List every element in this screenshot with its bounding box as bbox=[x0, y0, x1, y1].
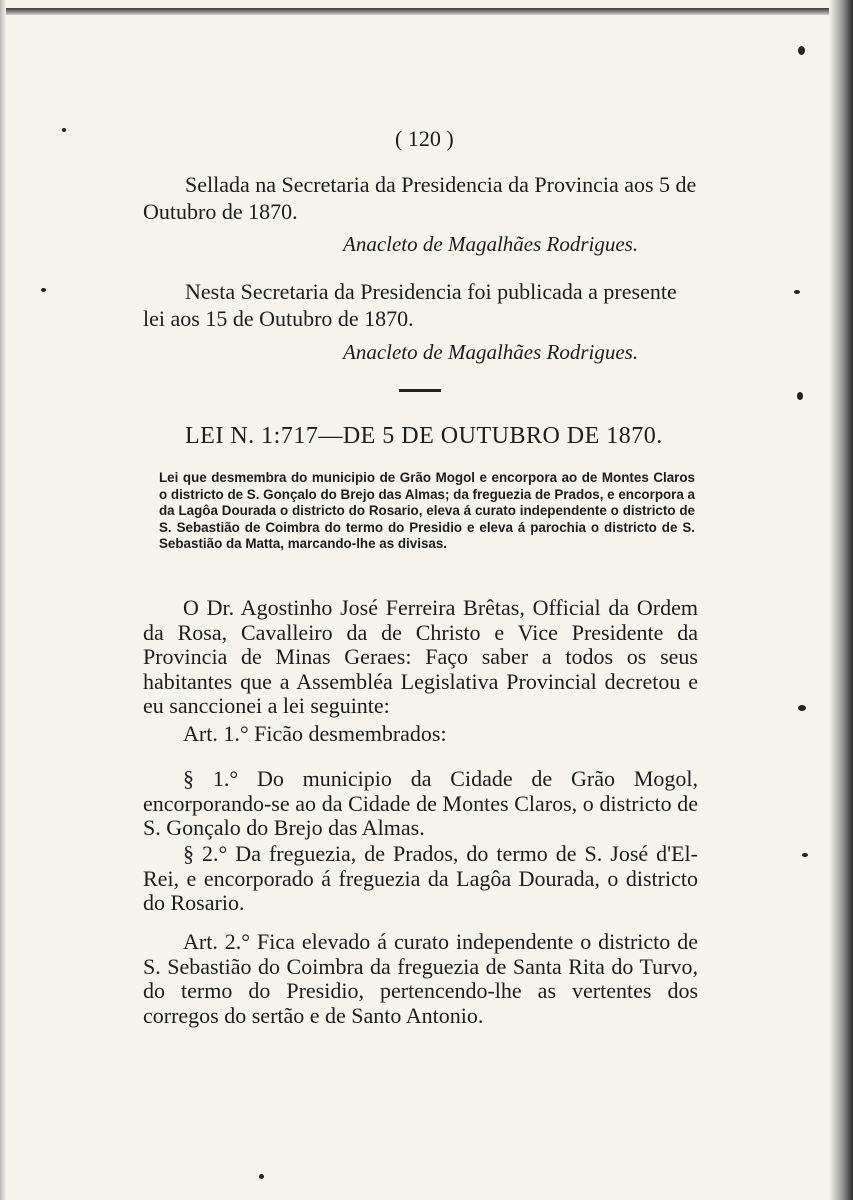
paragraph-2-text: § 2.° Da freguezia, de Prados, do termo de S. José d'El-Rei, e encorporado á freguezia da Lagôa Dourada, o districto do Rosario. bbox=[143, 841, 698, 915]
scan-speck bbox=[798, 705, 806, 711]
preamble-text: O Dr. Agostinho José Ferreira Brêtas, Official da Ordem da Rosa, Cavalleiro da de Christo e Vice Presidente da Provincia de Minas Geraes: Faço saber a todos os seus habitantes que a Assembléa Legislativa Provincial decretou e eu sanccionei a lei seguinte: bbox=[143, 595, 698, 718]
article-2-text: Art. 2.° Fica elevado á curato independente o districto de S. Sebastião do Coimbra da freguezia de Santa Rita do Turvo, do termo do Presidio, pertencendo-lhe as vertentes dos corregos do sertão e de Santo Antonio. bbox=[143, 929, 698, 1028]
scan-speck bbox=[259, 1174, 264, 1179]
sealing-paragraph bbox=[143, 171, 703, 225]
scan-speck bbox=[802, 853, 808, 857]
publication-paragraph bbox=[143, 278, 703, 332]
scan-speck bbox=[62, 128, 66, 132]
paragraph-1-text: § 1.° Do municipio da Cidade de Grão Mogol, encorporando-se ao da Cidade de Montes Claros, o districto de S. Gonçalo do Brejo das Almas. bbox=[143, 766, 698, 840]
scan-top-border bbox=[0, 8, 853, 15]
scan-speck bbox=[797, 392, 803, 400]
law-summary: Lei que desmembra do municipio de Grão Mogol e encorpora ao de Montes Claros o districto de S. Gonçalo do Brejo das Almas; da freguezia de Prados, e encorpora a da Lagôa Dourada o districto do Rosario, eleva á curato independente o districto de S. Sebastião de Coimbra do termo do Presidio e eleva á parochia o districto de S. Sebastião da Matta, marcando-lhe as divisas. bbox=[159, 470, 696, 552]
paragraph-2 bbox=[143, 842, 698, 916]
sealing-text: Sellada na Secretaria da Presidencia da Provincia aos 5 de Outubro de 1870. bbox=[143, 172, 697, 224]
preamble-paragraph bbox=[143, 596, 698, 719]
article-1 bbox=[143, 722, 698, 747]
page-number: ( 120 ) bbox=[395, 126, 454, 151]
signature-1: Anacleto de Magalhães Rodrigues. bbox=[343, 232, 639, 256]
scan-speck bbox=[798, 46, 805, 55]
article-1-text: Art. 1.° Ficão desmembrados: bbox=[183, 721, 447, 746]
scan-speck bbox=[41, 288, 46, 292]
law-title: LEI N. 1:717—DE 5 DE OUTUBRO DE 1870. bbox=[185, 423, 663, 449]
scan-left-shadow bbox=[0, 0, 6, 1200]
scan-right-edge bbox=[829, 0, 853, 1200]
publication-text: Nesta Secretaria da Presidencia foi publicada a presente lei aos 15 de Outubro de 1870. bbox=[143, 279, 677, 331]
scan-speck bbox=[794, 290, 800, 294]
article-2 bbox=[143, 930, 698, 1028]
section-divider bbox=[399, 389, 441, 392]
signature-2: Anacleto de Magalhães Rodrigues. bbox=[343, 340, 639, 364]
paragraph-1 bbox=[143, 767, 698, 841]
